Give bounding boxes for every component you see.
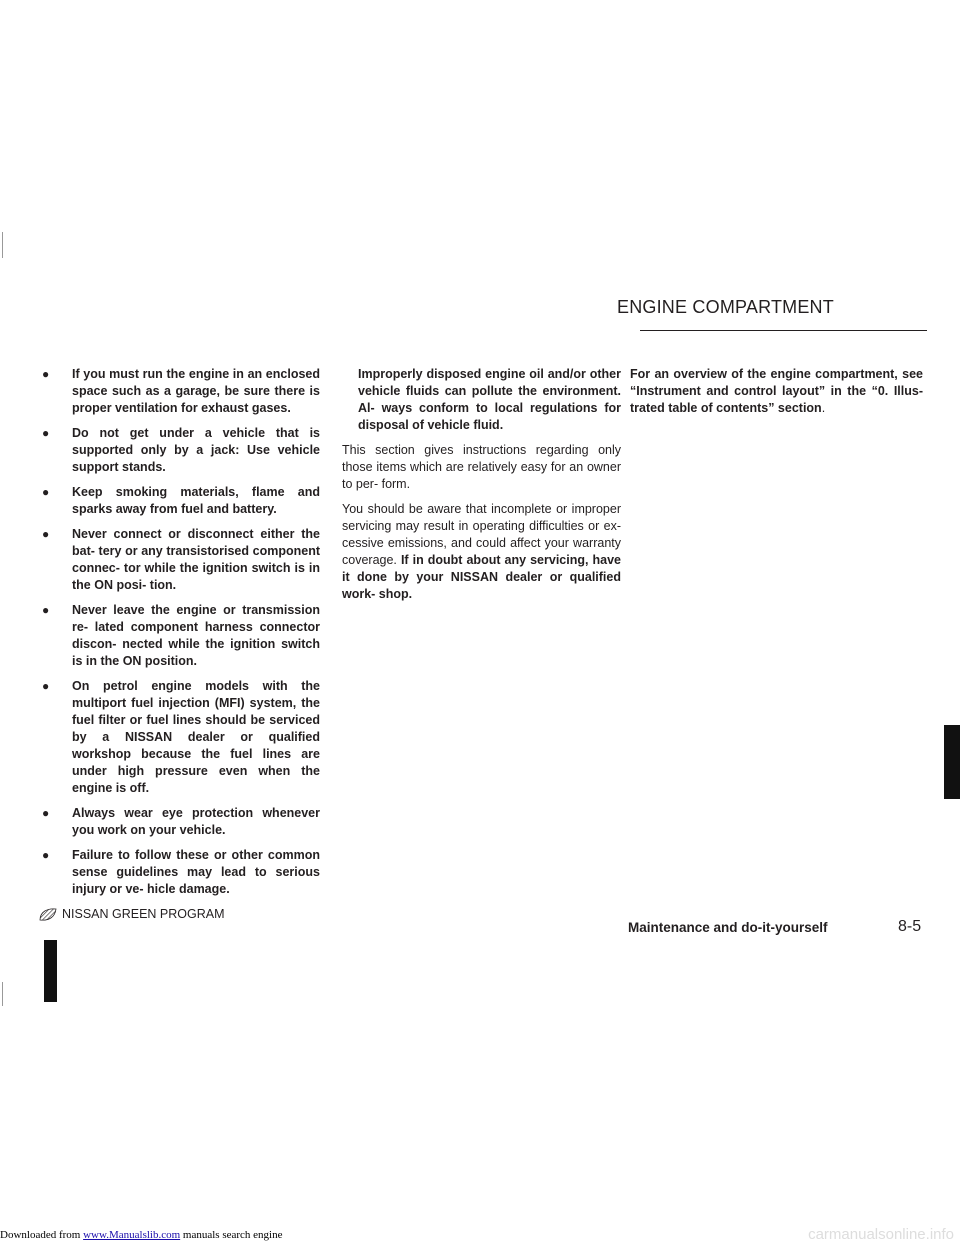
paragraph-scope: This section gives instructions regarding only those items which are relatively easy for an owner to per- form. xyxy=(342,443,621,491)
green-program-heading xyxy=(42,906,320,923)
bullet-dot-icon: ● xyxy=(42,848,50,862)
green-program-label: NISSAN GREEN PROGRAM xyxy=(62,907,225,921)
margin-bar xyxy=(44,940,57,1002)
bullet-dot-icon: ● xyxy=(42,527,50,541)
bullet-dot-icon: ● xyxy=(42,679,50,693)
bullet-item: ● Keep smoking materials, flame and sparks away from fuel and battery. xyxy=(42,485,320,516)
paragraph-warranty: You should be aware that incomplete or improper servicing may result in operating difficulties or ex- cessive emissions, and could affect your warranty coverage. If in doubt about any servicing, have it done by your NISSAN dealer or qualified work- shop. xyxy=(342,502,621,601)
green-program-note: Improperly disposed engine oil and/or other vehicle fluids can pollute the environment. Al- ways conform to local regulations for disposal of vehicle fluid. xyxy=(358,367,621,432)
paragraph-overview: For an overview of the engine compartment, see “Instrument and control layout” in the “0. Illus- trated table of contents” section. xyxy=(630,367,923,415)
column-1 xyxy=(42,366,320,923)
column-2 xyxy=(342,366,621,611)
column-3 xyxy=(630,366,923,425)
bullet-item: ● On petrol engine models with the multiport fuel injection (MFI) system, the fuel filter or fuel lines should be serviced by a NISSAN dealer or qualified workshop because the fuel lines are under high pressure even when the engine is off. xyxy=(42,679,320,795)
bullet-item: ● Failure to follow these or other common sense guidelines may lead to serious injury or ve- hicle damage. xyxy=(42,848,320,896)
bullet-item: ● Never connect or disconnect either the bat- tery or any transistorised component connec- tor while the ignition switch is in the ON posi- tion. xyxy=(42,527,320,592)
dealer-advice: If in doubt about any servicing, have it done by your NISSAN dealer or qualified work- shop. xyxy=(342,553,621,601)
download-bar: Downloaded from www.Manualslib.com manuals search engine xyxy=(0,1229,283,1241)
manualslib-link[interactable]: www.Manualslib.com xyxy=(83,1229,181,1241)
bullet-item: ● Always wear eye protection whenever you work on your vehicle. xyxy=(42,806,320,837)
bullet-dot-icon: ● xyxy=(42,426,50,440)
bullet-dot-icon: ● xyxy=(42,485,50,499)
crop-mark-bottom-left xyxy=(2,982,3,1006)
leaf-icon xyxy=(38,907,58,922)
section-title: ENGINE COMPARTMENT xyxy=(617,297,834,317)
bullet-item: ● Do not get under a vehicle that is supported only by a jack: Use vehicle support stands. xyxy=(42,426,320,474)
bullet-item: ● If you must run the engine in an enclosed space such as a garage, be sure there is proper ventilation for exhaust gases. xyxy=(42,367,320,415)
chapter-tab xyxy=(944,725,960,799)
bullet-dot-icon: ● xyxy=(42,367,50,381)
bullet-dot-icon: ● xyxy=(42,603,50,617)
bullet-dot-icon: ● xyxy=(42,806,50,820)
bullet-item: ● Never leave the engine or transmission re- lated component harness connector discon- nected while the ignition switch is in the ON position. xyxy=(42,603,320,668)
footer-chapter: Maintenance and do-it-yourself xyxy=(628,920,828,935)
watermark: carmanualsonline.info xyxy=(808,1226,954,1243)
title-rule xyxy=(640,330,927,331)
page-number: 8-5 xyxy=(898,918,922,935)
crop-mark-top-left xyxy=(2,232,3,258)
